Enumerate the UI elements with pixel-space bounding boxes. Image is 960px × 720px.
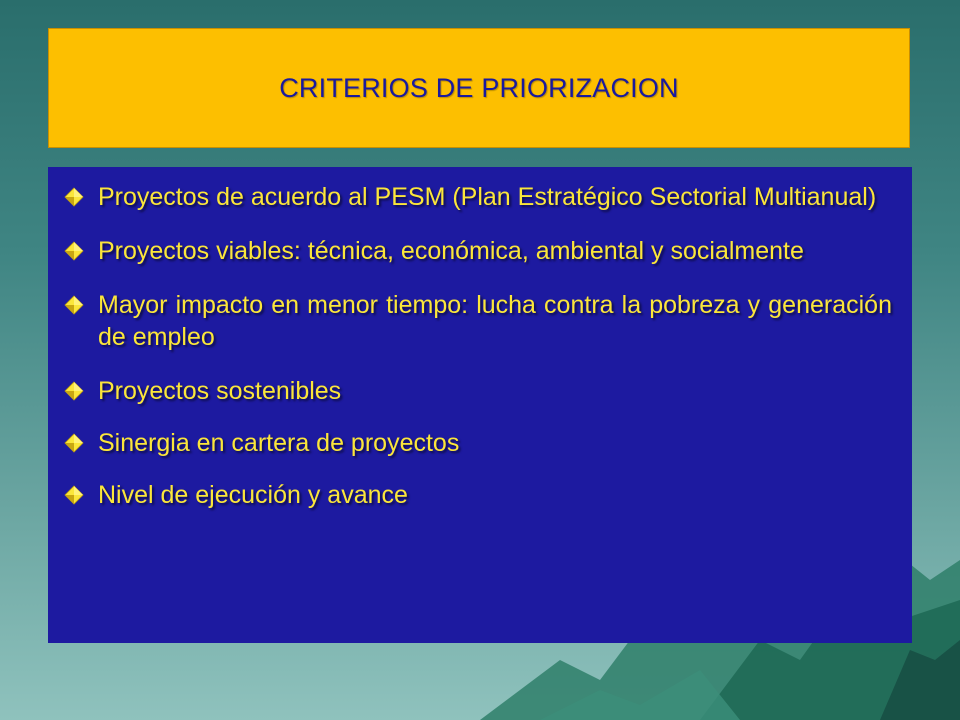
bullet-text: Proyectos sostenibles <box>98 377 342 405</box>
diamond-bullet-icon <box>64 241 84 261</box>
diamond-bullet-icon <box>64 187 84 207</box>
bullet-text: Sinergia en cartera de proyectos <box>98 429 460 457</box>
diamond-bullet-icon <box>64 485 84 505</box>
bullet-text: Proyectos de acuerdo al PESM (Plan Estratégico Sectorial Multianual) <box>98 183 877 211</box>
diamond-bullet-icon <box>64 381 84 401</box>
list-item <box>62 181 892 213</box>
slide-title: CRITERIOS DE PRIORIZACION <box>279 72 679 103</box>
bullet-text: Mayor impacto en menor tiempo: lucha contra la pobreza y generación de empleo <box>98 291 892 351</box>
list-item <box>62 289 892 353</box>
bullet-text: Nivel de ejecución y avance <box>98 481 408 509</box>
diamond-bullet-icon <box>64 295 84 315</box>
title-box <box>48 28 910 148</box>
list-item <box>62 375 892 407</box>
list-item <box>62 479 892 511</box>
bullet-text: Proyectos viables: técnica, económica, ambiental y socialmente <box>98 237 804 265</box>
list-item <box>62 427 892 459</box>
list-item <box>62 235 892 267</box>
bullet-list <box>62 181 892 511</box>
diamond-bullet-icon <box>64 433 84 453</box>
content-box <box>48 167 912 643</box>
